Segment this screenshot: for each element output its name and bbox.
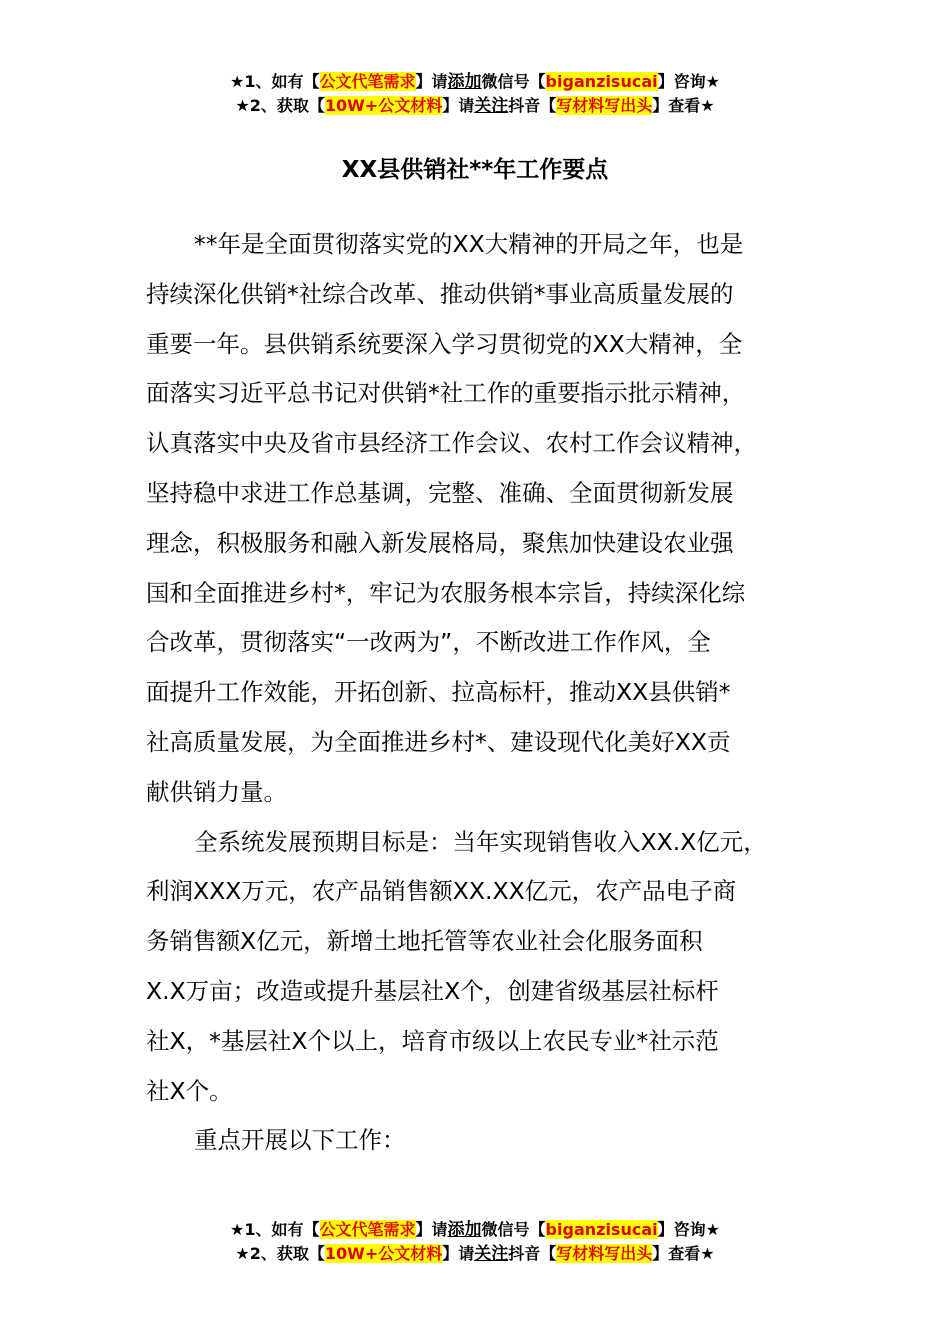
paragraph-line: 务销售额X亿元，新增土地托管等农业社会化服务面积 — [146, 927, 703, 956]
paragraph-line: 重要一年。县供销系统要深入学习贯彻党的XX大精神，全 — [146, 329, 743, 358]
notice-text: 】请 — [442, 1244, 475, 1263]
notice-text: ★2、获取【 — [235, 96, 325, 115]
header-notice — [0, 70, 950, 118]
notice-text: 】咨询★ — [657, 1220, 720, 1239]
paragraph-line: 社X个。 — [146, 1076, 233, 1105]
notice-text: 】请 — [415, 1220, 448, 1239]
paragraph-line: 面提升工作效能，开拓创新、拉高标杆，推动XX县供销* — [146, 678, 731, 707]
notice-line-2 — [0, 94, 950, 118]
notice-underline: 添加 — [447, 72, 482, 92]
notice-text: 微信号【 — [481, 72, 546, 91]
notice-text: ★1、如有【 — [230, 1220, 320, 1239]
notice-line-2 — [0, 1242, 950, 1266]
paragraph-targets — [146, 818, 826, 1117]
document-body — [146, 220, 826, 1166]
notice-text: ★2、获取【 — [235, 1244, 325, 1263]
paragraph-line: 合改革，贯彻落实“一改两为”，不断改进工作作风，全 — [146, 628, 711, 657]
paragraph-line: 社X，*基层社X个以上，培育市级以上农民专业*社示范 — [146, 1026, 719, 1055]
paragraph-line: 社高质量发展，为全面推进乡村*、建设现代化美好XX贡 — [146, 727, 731, 756]
notice-line-1 — [0, 70, 950, 94]
notice-text: 抖音【 — [508, 1244, 557, 1263]
notice-underline: 关注 — [474, 96, 509, 116]
paragraph-line: 利润XXX万元，农产品销售额XX.XX亿元，农产品电子商 — [146, 877, 737, 906]
paragraph-intro — [146, 220, 826, 818]
notice-text: 】查看★ — [652, 96, 715, 115]
paragraph-line: 面落实习近平总书记对供销*社工作的重要指示批示精神， — [146, 379, 746, 408]
paragraph-line: 持续深化供销*社综合改革、推动供销*事业高质量发展的 — [146, 279, 734, 308]
notice-text: 】请 — [415, 72, 448, 91]
notice-text: 微信号【 — [481, 1220, 546, 1239]
document-title: XX县供销社**年工作要点 — [341, 157, 609, 183]
paragraph-line: 献供销力量。 — [146, 777, 287, 806]
notice-underline: 关注 — [474, 1244, 509, 1264]
notice-highlight: 公文代笔需求 — [319, 1220, 416, 1239]
paragraph-line: 全系统发展预期目标是：当年实现销售收入XX.X亿元， — [194, 827, 767, 856]
paragraph-line: 坚持稳中求进工作总基调，完整、准确、全面贯彻新发展 — [146, 478, 734, 507]
notice-highlight: 写材料写出头 — [556, 1244, 653, 1263]
notice-highlight: 写材料写出头 — [556, 96, 653, 115]
paragraph-line: 认真落实中央及省市县经济工作会议、农村工作会议精神， — [146, 429, 757, 458]
paragraph-key-work — [146, 1116, 826, 1166]
notice-highlight: 10W+公文材料 — [324, 96, 443, 115]
notice-text: 】咨询★ — [657, 72, 720, 91]
notice-highlight: 公文代笔需求 — [319, 72, 416, 91]
notice-text: 】查看★ — [652, 1244, 715, 1263]
paragraph-line: X.X万亩；改造或提升基层社X个，创建省级基层社标杆 — [146, 976, 719, 1005]
paragraph-line: 理念，积极服务和融入新发展格局，聚焦加快建设农业强 — [146, 528, 734, 557]
notice-highlight: 10W+公文材料 — [324, 1244, 443, 1263]
notice-line-1 — [0, 1218, 950, 1242]
paragraph-line: 国和全面推进乡村*，牢记为农服务根本宗旨，持续深化综 — [146, 578, 746, 607]
notice-highlight: biganzisucai — [545, 72, 658, 91]
footer-notice — [0, 1218, 950, 1266]
paragraph-line: 重点开展以下工作： — [194, 1126, 406, 1155]
notice-text: ★1、如有【 — [230, 72, 320, 91]
paragraph-line: **年是全面贯彻落实党的XX大精神的开局之年，也是 — [194, 230, 744, 258]
notice-highlight: biganzisucai — [545, 1220, 658, 1239]
notice-text: 】请 — [442, 96, 475, 115]
notice-underline: 添加 — [447, 1220, 482, 1240]
notice-text: 抖音【 — [508, 96, 557, 115]
